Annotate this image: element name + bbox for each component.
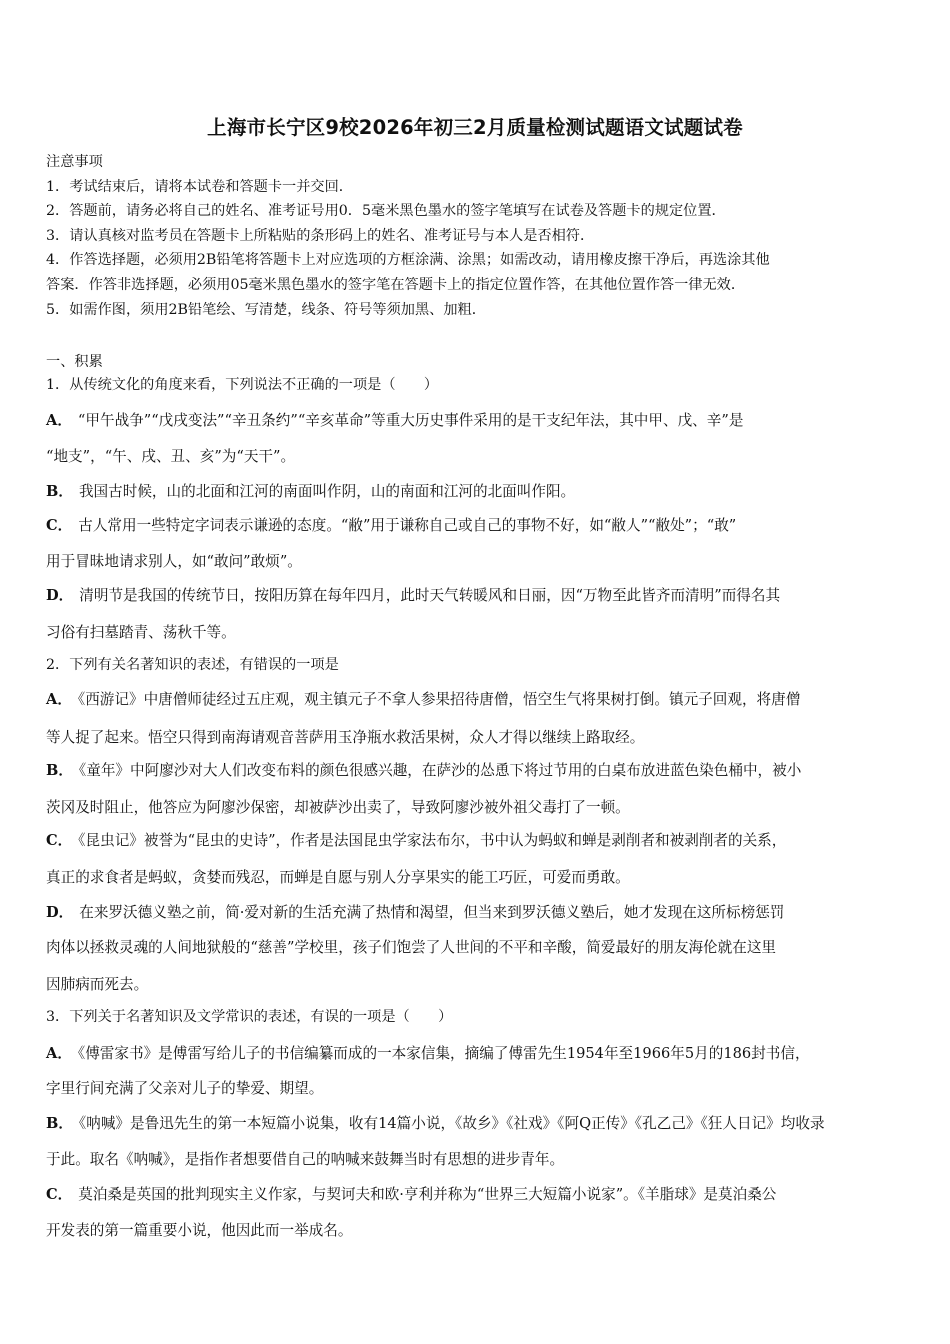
notice-item: 2．答题前，请务必将自己的姓名、准考证号用0．5毫米黑色墨水的签字笔填写在试卷及答题卡的规定位置． (46, 203, 726, 220)
option-line (46, 759, 916, 780)
option-line: 开发表的第一篇重要小说，他因此而一举成名。 (46, 1222, 353, 1239)
option-text: 《昆虫记》被誉为“昆虫的史诗”，作者是法国昆虫学家法布尔，书中认为蚂蚁和蝉是剥削者和被剥削者的关系， (78, 832, 787, 849)
option-text: 莫泊桑是英国的批判现实主义作家，与契诃夫和欧·亨利并称为“世界三大短篇小说家”。《羊脂球》是莫泊桑公 (78, 1186, 777, 1203)
option-line: “地支”，“午、戌、丑、亥”为“天干”。 (46, 448, 296, 465)
option-line: 用于冒昧地请求别人，如“敢问”敢烦”。 (46, 553, 302, 570)
option-letter: C． (46, 1186, 73, 1203)
option-letter: C． (46, 832, 73, 849)
notice-item: 1．考试结束后，请将本试卷和答题卡一并交回． (46, 178, 353, 195)
question-stem: 1．从传统文化的角度来看，下列说法不正确的一项是（ ） (46, 377, 439, 393)
option-letter: C． (46, 517, 73, 534)
option-line: 字里行间充满了父亲对儿子的挚爱、期望。 (46, 1080, 324, 1097)
option-line (46, 688, 916, 709)
option-text: “甲午战争”“戊戌变法”“辛丑条约”“辛亥革命”等重大历史事件采用的是干支纪年法，其中甲、戊、辛”是 (77, 412, 744, 429)
notice-block (46, 150, 916, 322)
option-text: 《呐喊》是鲁迅先生的第一本短篇小说集，收有14篇小说，《故乡》《社戏》《阿Q正传》《孔乙己》《狂人日记》均收录 (78, 1115, 825, 1132)
option-line (46, 1183, 916, 1204)
option-line (46, 409, 916, 430)
option-letter: A． (46, 412, 72, 429)
option-letter: B． (46, 1115, 73, 1132)
option-line (46, 901, 916, 922)
option-text: 在来罗沃德义塾之前，简·爱对新的生活充满了热情和渴望，但当来到罗沃德义塾后，她才发现在这所标榜惩罚 (79, 904, 785, 921)
option-text: 我国古时候，山的北面和江河的南面叫作阴，山的南面和江河的北面叫作阳。 (78, 483, 576, 500)
option-letter: A． (46, 1045, 72, 1062)
option-line (46, 829, 916, 850)
option-line: 茨冈及时阻止，他答应为阿廖沙保密，却被萨沙出卖了，导致阿廖沙被外祖父毒打了一顿。 (46, 799, 630, 816)
option-line (46, 584, 916, 605)
option-line (46, 1042, 916, 1063)
option-text: 《西游记》中唐僧师徒经过五庄观，观主镇元子不拿人参果招待唐僧，悟空生气将果树打倒。镇元子回观，将唐僧 (77, 691, 801, 708)
question-stem: 3．下列关于名著知识及文学常识的表述，有误的一项是（ ） (46, 1009, 453, 1025)
page-title: 上海市长宁区9校2026年初三2月质量检测试题语文试题试卷 (207, 116, 743, 139)
option-letter: B． (46, 483, 73, 500)
option-line: 真正的求食者是蚂蚁，贪婪而残忍，而蝉是自愿与别人分享果实的能工巧匠，可爱而勇敢。 (46, 869, 630, 886)
option-line: 因肺病而死去。 (46, 976, 149, 993)
notice-item: 3．请认真核对监考员在答题卡上所粘贴的条形码上的姓名、准考证号与本人是否相符． (46, 227, 595, 244)
option-letter: D． (46, 904, 74, 921)
option-letter: D． (46, 587, 74, 604)
option-text: 清明节是我国的传统节日，按阳历算在每年四月，此时天气转暖风和日丽，因“万物至此皆齐而清明”而得名其 (79, 587, 781, 604)
option-line: 肉体以拯救灵魂的人间地狱般的“慈善”学校里，孩子们饱尝了人世间的不平和辛酸，简爱最好的朋友海伦就在这里 (46, 939, 777, 956)
option-line: 等人捉了起来。悟空只得到南海请观音菩萨用玉净瓶水救活果树，众人才得以继续上路取经。 (46, 729, 645, 746)
option-line: 于此。取名《呐喊》，是指作者想要借自己的呐喊来鼓舞当时有思想的进步青年。 (46, 1151, 565, 1168)
notice-item: 5．如需作图，须用2B铅笔绘、写清楚，线条、符号等须加黑、加粗． (46, 301, 486, 318)
notice-item: 答案．作答非选择题，必须用05毫米黑色墨水的签字笔在答题卡上的指定位置作答，在其他位置作答一律无效． (46, 276, 746, 293)
option-line: 习俗有扫墓踏青、荡秋千等。 (46, 624, 236, 641)
option-line (46, 1112, 916, 1133)
option-text: 《童年》中阿廖沙对大人们改变布料的颜色很感兴趣，在萨沙的怂恿下将过节用的白桌布放进蓝色染色桶中，被小 (78, 762, 802, 779)
section-heading: 一、积累 (46, 354, 103, 370)
option-line (46, 514, 916, 535)
option-letter: B． (46, 762, 73, 779)
option-text: 古人常用一些特定字词表示谦逊的态度。“敝”用于谦称自己或自己的事物不好，如“敝人”“敝处”；“敢” (78, 517, 737, 534)
notice-item: 4．作答选择题，必须用2B铅笔将答题卡上对应选项的方框涂满、涂黑；如需改动，请用橡皮擦干净后，再选涂其他 (46, 252, 770, 269)
option-line (46, 480, 916, 501)
notice-heading: 注意事项 (46, 154, 103, 170)
option-text: 《傅雷家书》是傅雷写给儿子的书信编纂而成的一本家信集，摘编了傅雷先生1954年至1966年5月的186封书信， (77, 1045, 810, 1062)
question-stem: 2．下列有关名著知识的表述，有错误的一项是 (46, 657, 339, 673)
option-letter: A． (46, 691, 72, 708)
